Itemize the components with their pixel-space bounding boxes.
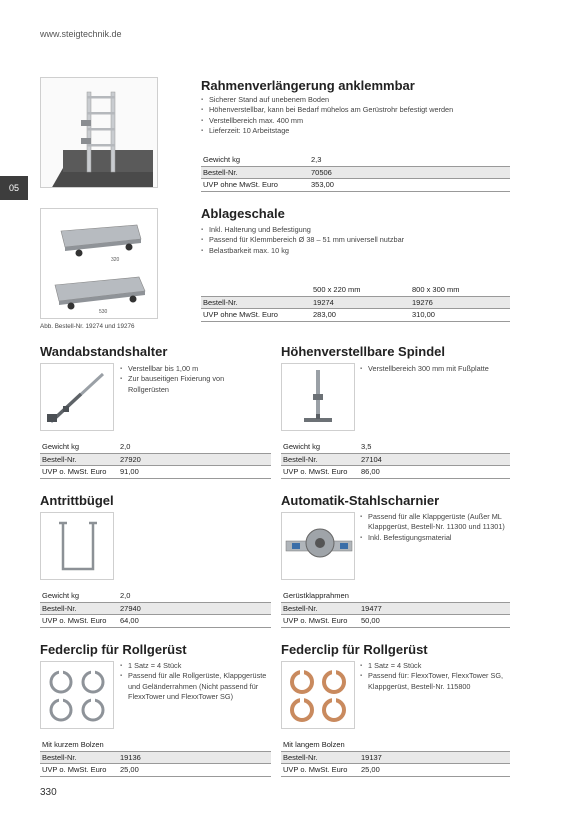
feder2-spec-table: [281, 739, 510, 777]
spec-header: Gerüstklapprahmen: [283, 591, 349, 601]
spec-value: 27920: [120, 454, 141, 464]
spec-row: [40, 752, 271, 765]
spec-value: 19477: [361, 603, 382, 613]
spec-row: [40, 764, 271, 777]
feder1-features: [120, 661, 270, 702]
feature-item: ▪ Passend für alle Rollgerüste, Klappgerüste und Geländerrahmen (Nicht passend für FlexxTower und FlexxTower SG): [120, 671, 270, 702]
wand-spec-table: [40, 441, 271, 479]
spec-value: 27940: [120, 603, 141, 613]
spec-value: 310,00: [412, 310, 435, 320]
antritt-title: Antrittbügel: [40, 493, 114, 508]
feature-item: ▪ Belastbarkeit max. 10 kg: [201, 246, 501, 256]
spec-value: 25,00: [120, 765, 139, 775]
dimension-bottom: 530: [99, 309, 108, 315]
feature-item: ▪ Zur bauseitigen Fixierung von Rollgerüsten: [120, 374, 260, 395]
spec-label: Bestell-Nr.: [42, 454, 77, 464]
scharnier-features: [360, 512, 520, 543]
size-col-a: 500 x 220 mm: [313, 285, 361, 295]
rahmen-image: [40, 77, 158, 188]
spec-row: [201, 179, 510, 192]
ablage-features: [201, 225, 501, 256]
feder1-image: [40, 661, 114, 729]
spec-label: Bestell-Nr.: [42, 752, 77, 762]
spec-row: [40, 441, 271, 454]
spec-value: 3,5: [361, 442, 372, 452]
dimension-top: 320: [111, 257, 120, 263]
wand-image: [40, 363, 114, 431]
spec-header-row: [281, 739, 510, 752]
spec-label: Gewicht kg: [42, 591, 80, 601]
spec-label: Bestell-Nr.: [42, 603, 77, 613]
rahmen-spec-table: [201, 154, 510, 192]
spec-row: [281, 603, 510, 616]
adjustable-spindle-icon: [282, 364, 355, 431]
spec-label: UVP o. MwSt. Euro: [42, 765, 107, 775]
spec-label: Gewicht kg: [203, 155, 241, 165]
feder2-features: [360, 661, 510, 692]
storage-tray-icon: [41, 209, 158, 319]
spindel-spec-table: [281, 441, 510, 479]
spec-value: 353,00: [311, 180, 334, 190]
spec-row: [281, 441, 510, 454]
spec-header-row: [281, 590, 510, 603]
feder2-image: [281, 661, 355, 729]
size-col-b: 800 x 300 mm: [412, 285, 460, 295]
spec-row: [281, 615, 510, 628]
spec-value: 2,3: [311, 155, 322, 165]
feature-item: ▪ Inkl. Befestigungsmaterial: [360, 533, 520, 543]
spec-row: [201, 309, 510, 322]
spring-clip-long-icon: [282, 662, 355, 729]
spec-row: [40, 466, 271, 479]
feder1-title: Federclip für Rollgerüst: [40, 642, 187, 657]
spec-value: 27104: [361, 454, 382, 464]
page-number: 330: [40, 787, 57, 798]
scharnier-image: [281, 512, 355, 580]
spec-row: [201, 167, 510, 180]
site-url[interactable]: www.steigtechnik.de: [40, 29, 122, 39]
spec-row: [40, 615, 271, 628]
spec-row: [40, 454, 271, 467]
ablage-caption: Abb. Bestell-Nr. 19274 und 19276: [40, 323, 135, 330]
spec-value: 19137: [361, 752, 382, 762]
spec-value: 91,00: [120, 467, 139, 477]
feature-item: ▪ Höhenverstellbar, kann bei Bedarf mühelos am Gerüstrohr befestigt werden: [201, 105, 501, 115]
scaffold-frame-extension-icon: [41, 78, 158, 188]
spec-label: Bestell-Nr.: [283, 454, 318, 464]
spindel-features: [360, 364, 540, 374]
spec-header: Mit langem Bolzen: [283, 740, 345, 750]
spec-value: 2,0: [120, 591, 131, 601]
steel-hinge-icon: [282, 513, 355, 580]
antritt-image: [40, 512, 114, 580]
spec-value: 19136: [120, 752, 141, 762]
feature-item: ▪ Verstellbereich max. 400 mm: [201, 116, 501, 126]
spec-value: 19274: [313, 297, 334, 307]
spec-header-row: [201, 284, 510, 297]
feature-item: ▪ Passend für alle Klappgerüste (Außer ML Klappgerüst, Bestell-Nr. 11300 und 11301): [360, 512, 520, 533]
spec-value: 70506: [311, 167, 332, 177]
spec-row: [40, 603, 271, 616]
ablage-spec-table: [201, 284, 510, 322]
wall-spacer-icon: [41, 364, 114, 431]
spec-value: 283,00: [313, 310, 336, 320]
feature-item: ▪ 1 Satz = 4 Stück: [120, 661, 270, 671]
feature-item: ▪ Passend für: FlexxTower, FlexxTower SG, Klappgerüst, Bestell-Nr. 115800: [360, 671, 510, 692]
spec-value: 19276: [412, 297, 433, 307]
feature-item: ▪ Verstellbar bis 1,00 m: [120, 364, 260, 374]
feature-item: ▪ Verstellbereich 300 mm mit Fußplatte: [360, 364, 540, 374]
spec-label: Bestell-Nr.: [203, 297, 238, 307]
spec-row: [281, 752, 510, 765]
spec-value: 2,0: [120, 442, 131, 452]
ablage-title: Ablageschale: [201, 206, 285, 221]
spec-label: Bestell-Nr.: [283, 603, 318, 613]
feature-item: ▪ Inkl. Halterung und Befestigung: [201, 225, 501, 235]
spec-label: UVP ohne MwSt. Euro: [203, 310, 278, 320]
spec-header: Mit kurzem Bolzen: [42, 740, 104, 750]
spec-row: [281, 454, 510, 467]
chapter-tab: 05: [0, 176, 28, 200]
spec-label: UVP o. MwSt. Euro: [42, 467, 107, 477]
spec-label: UVP o. MwSt. Euro: [283, 616, 348, 626]
feder2-title: Federclip für Rollgerüst: [281, 642, 428, 657]
rahmen-title: Rahmenverlängerung anklemmbar: [201, 78, 415, 93]
scharnier-title: Automatik-Stahlscharnier: [281, 493, 440, 508]
wand-title: Wandabstandshalter: [40, 344, 168, 359]
antritt-spec-table: [40, 590, 271, 628]
spec-value: 64,00: [120, 616, 139, 626]
spec-value: 25,00: [361, 765, 380, 775]
feature-item: ▪ Passend für Klemmbereich Ø 38 – 51 mm universell nutzbar: [201, 235, 501, 245]
spec-row: [281, 764, 510, 777]
rahmen-features: [201, 95, 501, 136]
spec-label: Gewicht kg: [42, 442, 80, 452]
spec-label: Bestell-Nr.: [283, 752, 318, 762]
spec-label: Bestell-Nr.: [203, 167, 238, 177]
spindel-title: Höhenverstellbare Spindel: [281, 344, 445, 359]
spec-label: Gewicht kg: [283, 442, 321, 452]
feature-item: ▪ 1 Satz = 4 Stück: [360, 661, 510, 671]
spec-label: UVP o. MwSt. Euro: [42, 616, 107, 626]
spec-row: [40, 590, 271, 603]
spring-clip-short-icon: [41, 662, 114, 729]
spec-row: [281, 466, 510, 479]
spindel-image: [281, 363, 355, 431]
feature-item: ▪ Sicherer Stand auf unebenem Boden: [201, 95, 501, 105]
ablage-image: [40, 208, 158, 319]
spec-label: UVP ohne MwSt. Euro: [203, 180, 278, 190]
scharnier-spec-table: [281, 590, 510, 628]
spec-row: [201, 154, 510, 167]
spec-value: 86,00: [361, 467, 380, 477]
spec-value: 50,00: [361, 616, 380, 626]
step-bracket-icon: [41, 513, 114, 580]
wand-features: [120, 364, 260, 395]
feder1-spec-table: [40, 739, 271, 777]
spec-label: UVP o. MwSt. Euro: [283, 765, 348, 775]
spec-header-row: [40, 739, 271, 752]
spec-label: UVP o. MwSt. Euro: [283, 467, 348, 477]
spec-row: [201, 297, 510, 310]
feature-item: ▪ Lieferzeit: 10 Arbeitstage: [201, 126, 501, 136]
